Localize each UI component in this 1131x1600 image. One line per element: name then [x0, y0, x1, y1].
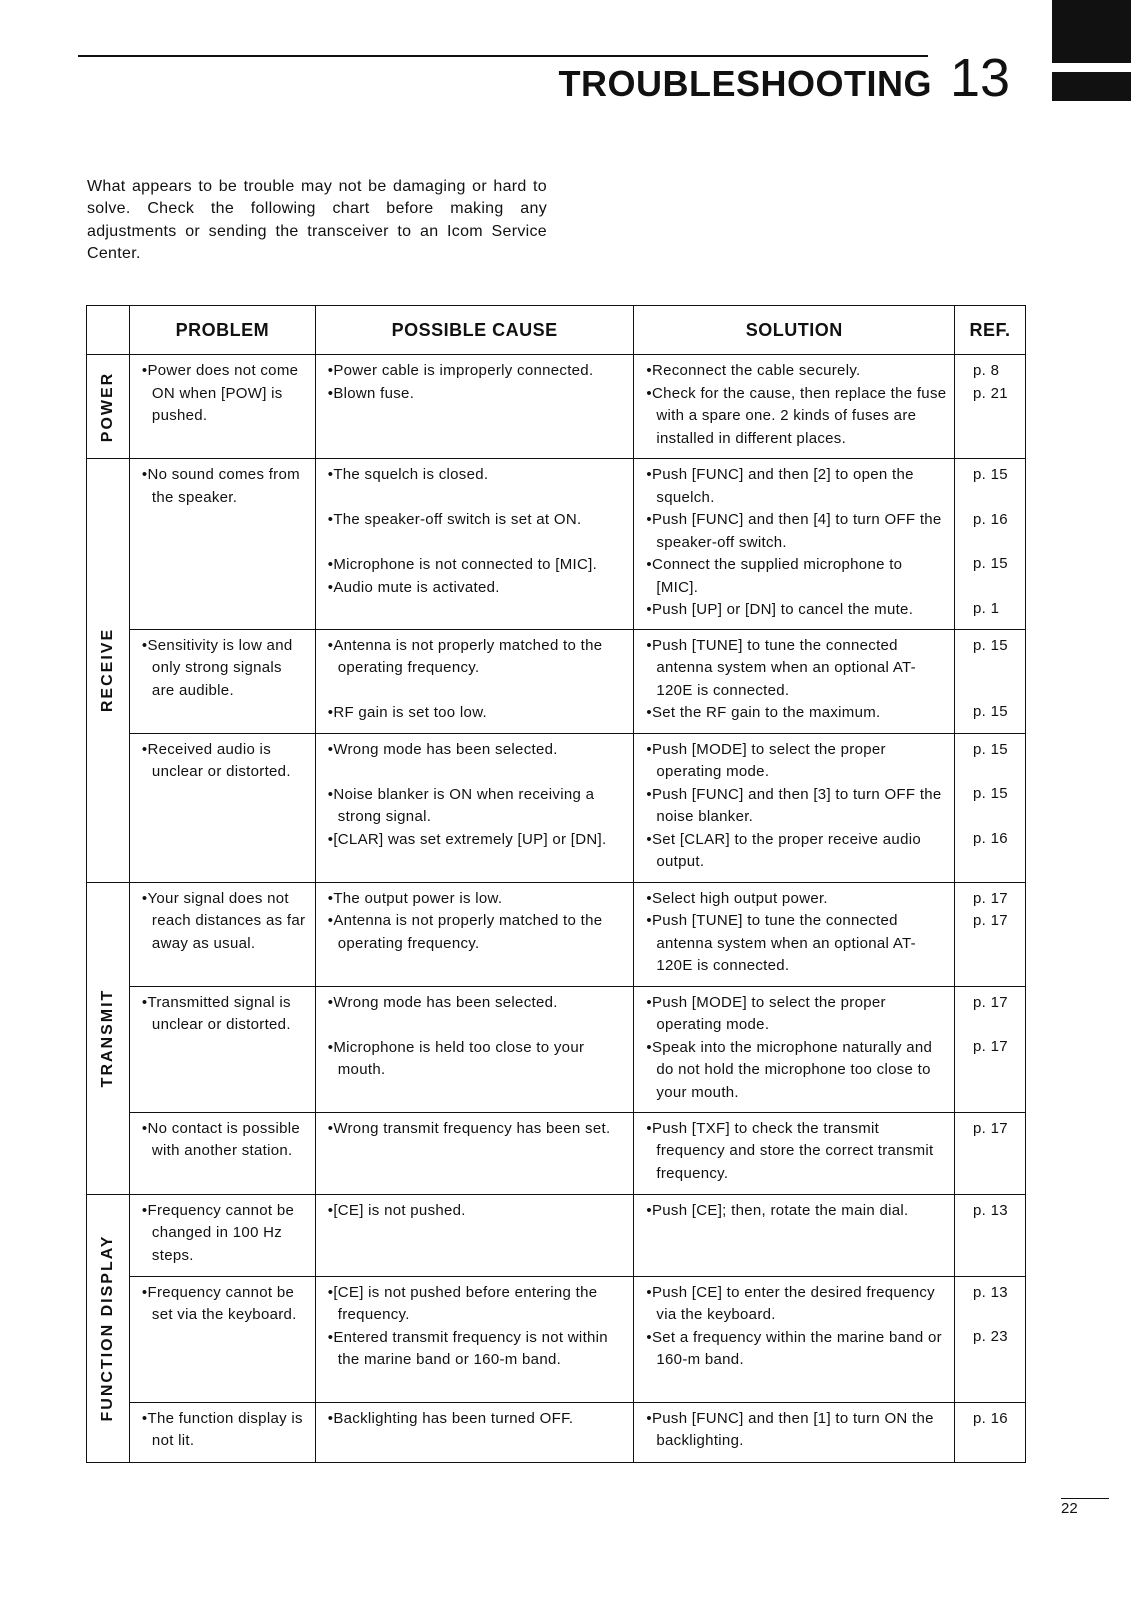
- problem-cell: [129, 1402, 315, 1462]
- ref-cell: [955, 986, 1026, 1112]
- solution-item: • Push [TUNE] to tune the connected antenna system when an optional AT-120E is connected.: [646, 910, 948, 978]
- table-row: [87, 733, 1026, 882]
- header-ref: REF.: [955, 306, 1026, 355]
- solution-item: • Push [CE]; then, rotate the main dial.: [646, 1200, 948, 1223]
- ref-page: p. 17: [973, 993, 1008, 1011]
- category-receive: [87, 459, 130, 883]
- cause-item: • [CLAR] was set extremely [UP] or [DN].: [328, 829, 628, 852]
- solution-item: • Push [FUNC] and then [4] to turn OFF the speaker-off switch.: [646, 509, 948, 554]
- ref-page: p. 16: [973, 510, 1008, 528]
- ref-page: p. 15: [973, 785, 1008, 802]
- header-possible-cause: POSSIBLE CAUSE: [315, 306, 634, 355]
- ref-page: p. 17: [973, 1119, 1008, 1137]
- problem-text: • Your signal does not reach distances as far away as usual.: [142, 888, 309, 956]
- ref-cell: [955, 733, 1026, 882]
- cause-cell: [315, 882, 634, 986]
- table-header-row: [87, 306, 1026, 355]
- ref-page: p. 17: [973, 912, 1008, 929]
- ref-cell: [955, 459, 1026, 630]
- ref-page: p. 21: [973, 384, 1008, 402]
- cause-cell: [315, 1112, 634, 1194]
- solution-cell: [634, 1276, 955, 1402]
- intro-paragraph: What appears to be trouble may not be damaging or hard to solve. Check the following chart before making any adjustments or sending the transceiver to an Icom Service Center.: [87, 178, 547, 262]
- cause-item: • [CE] is not pushed.: [328, 1200, 628, 1223]
- ref-page: p. 17: [973, 1038, 1008, 1055]
- ref-page: p. 23: [973, 1328, 1008, 1345]
- solution-item: • Push [FUNC] and then [2] to open the squelch.: [646, 464, 948, 509]
- solution-item: • Push [FUNC] and then [3] to turn OFF the noise blanker.: [646, 784, 948, 829]
- ref-page: p. 17: [973, 889, 1008, 907]
- page-number: 22: [1061, 1500, 1078, 1517]
- ref-page: p. 15: [973, 636, 1008, 654]
- solution-item: • Push [CE] to enter the desired frequency via the keyboard.: [646, 1282, 948, 1327]
- header-problem: PROBLEM: [129, 306, 315, 355]
- solution-cell: [634, 986, 955, 1112]
- solution-cell: [634, 733, 955, 882]
- cause-item: • Microphone is held too close to your mouth.: [328, 1037, 628, 1082]
- cause-item: • RF gain is set too low.: [328, 702, 628, 725]
- solution-item: • Select high output power.: [646, 888, 948, 911]
- chapter-number: 13: [950, 48, 1011, 108]
- problem-text: • Sensitivity is low and only strong signals are audible.: [142, 635, 309, 703]
- cause-cell: [315, 355, 634, 459]
- solution-item: • Push [FUNC] and then [1] to turn ON the backlighting.: [646, 1408, 948, 1453]
- cause-cell: [315, 629, 634, 733]
- ref-cell: [955, 1402, 1026, 1462]
- solution-item: • Push [TUNE] to tune the connected antenna system when an optional AT-120E is connected.: [646, 635, 948, 703]
- problem-cell: [129, 459, 315, 630]
- ref-page: p. 13: [973, 1283, 1008, 1301]
- cause-item: • Power cable is improperly connected.: [328, 360, 628, 383]
- cause-item: • Noise blanker is ON when receiving a strong signal.: [328, 784, 628, 829]
- problem-text: • No sound comes from the speaker.: [142, 464, 309, 509]
- ref-page: p. 1: [973, 599, 1000, 617]
- ref-page: p. 15: [973, 466, 1008, 483]
- table-row: [87, 1276, 1026, 1402]
- table-row: [87, 459, 1026, 630]
- solution-item: • Reconnect the cable securely.: [646, 360, 948, 383]
- solution-item: • Push [TXF] to check the transmit frequency and store the correct transmit frequency.: [646, 1118, 948, 1186]
- cause-item: • Audio mute is activated.: [328, 577, 628, 600]
- chapter-tab-marker-lower: [1052, 72, 1131, 101]
- category-transmit: [87, 882, 130, 1194]
- ref-cell: [955, 1276, 1026, 1402]
- category-label: FUNCTION DISPLAY: [98, 1234, 116, 1422]
- cause-cell: [315, 1194, 634, 1276]
- problem-cell: [129, 1194, 315, 1276]
- table-row: [87, 1402, 1026, 1462]
- category-function-display: [87, 1194, 130, 1462]
- category-label: RECEIVE: [98, 628, 116, 713]
- page-number-rule: [1061, 1498, 1109, 1499]
- problem-text: • No contact is possible with another station.: [142, 1118, 309, 1163]
- cause-item: • The speaker-off switch is set at ON.: [328, 509, 628, 554]
- problem-text: • Frequency cannot be changed in 100 Hz steps.: [142, 1200, 309, 1268]
- solution-item: • Push [MODE] to select the proper operating mode.: [646, 992, 948, 1037]
- problem-text: • Frequency cannot be set via the keyboard.: [142, 1282, 309, 1327]
- category-label: POWER: [98, 371, 116, 442]
- cause-item: • [CE] is not pushed before entering the frequency.: [328, 1282, 628, 1327]
- cause-item: • Wrong mode has been selected.: [328, 739, 628, 784]
- ref-cell: [955, 1112, 1026, 1194]
- cause-cell: [315, 1402, 634, 1462]
- ref-page: p. 15: [973, 740, 1008, 758]
- ref-page: p. 16: [973, 1409, 1008, 1427]
- cause-item: • Antenna is not properly matched to the operating frequency.: [328, 910, 628, 955]
- header-corner: [87, 306, 130, 355]
- solution-cell: [634, 355, 955, 459]
- solution-item: • Set the RF gain to the maximum.: [646, 702, 948, 725]
- ref-cell: [955, 355, 1026, 459]
- cause-item: • Entered transmit frequency is not within the marine band or 160-m band.: [328, 1327, 628, 1372]
- problem-cell: [129, 882, 315, 986]
- problem-text: • Power does not come ON when [POW] is pushed.: [142, 360, 309, 428]
- solution-cell: [634, 629, 955, 733]
- problem-text: • Received audio is unclear or distorted.: [142, 739, 309, 784]
- problem-text: • Transmitted signal is unclear or distorted.: [142, 992, 309, 1037]
- problem-text: • The function display is not lit.: [142, 1408, 309, 1453]
- problem-cell: [129, 355, 315, 459]
- cause-item: • Wrong mode has been selected.: [328, 992, 628, 1037]
- ref-page: p. 16: [973, 829, 1008, 847]
- solution-cell: [634, 1194, 955, 1276]
- problem-cell: [129, 629, 315, 733]
- problem-cell: [129, 733, 315, 882]
- solution-item: • Set a frequency within the marine band or 160-m band.: [646, 1327, 948, 1372]
- chapter-title: TROUBLESHOOTING: [558, 63, 932, 104]
- header-rule: [78, 55, 928, 57]
- troubleshooting-table: [86, 305, 1026, 1463]
- table-row: [87, 355, 1026, 459]
- solution-item: • Check for the cause, then replace the fuse with a spare one. 2 kinds of fuses are installed in different places.: [646, 383, 948, 451]
- cause-item: • Wrong transmit frequency has been set.: [328, 1118, 628, 1141]
- cause-item: • Microphone is not connected to [MIC].: [328, 554, 628, 577]
- table-row: [87, 1194, 1026, 1276]
- solution-item: • Set [CLAR] to the proper receive audio output.: [646, 829, 948, 874]
- table-row: [87, 629, 1026, 733]
- ref-cell: [955, 882, 1026, 986]
- ref-cell: [955, 629, 1026, 733]
- table-row: [87, 1112, 1026, 1194]
- cause-item: • The output power is low.: [328, 888, 628, 911]
- chapter-tab-marker: [1052, 0, 1131, 63]
- problem-cell: [129, 1276, 315, 1402]
- ref-page: p. 15: [973, 555, 1008, 572]
- solution-cell: [634, 882, 955, 986]
- solution-item: • Push [MODE] to select the proper operating mode.: [646, 739, 948, 784]
- problem-cell: [129, 1112, 315, 1194]
- solution-cell: [634, 1112, 955, 1194]
- problem-cell: [129, 986, 315, 1112]
- solution-item: • Push [UP] or [DN] to cancel the mute.: [646, 599, 948, 622]
- ref-page: p. 8: [973, 362, 1000, 379]
- cause-cell: [315, 1276, 634, 1402]
- cause-item: • Backlighting has been turned OFF.: [328, 1408, 628, 1431]
- ref-page: p. 13: [973, 1201, 1008, 1219]
- cause-item: • The squelch is closed.: [328, 464, 628, 509]
- table-row: [87, 986, 1026, 1112]
- cause-item: • Blown fuse.: [328, 383, 628, 406]
- cause-item: • Antenna is not properly matched to the operating frequency.: [328, 635, 628, 702]
- category-label: TRANSMIT: [98, 988, 116, 1088]
- ref-cell: [955, 1194, 1026, 1276]
- category-power: [87, 355, 130, 459]
- solution-cell: [634, 1402, 955, 1462]
- solution-item: • Connect the supplied microphone to [MIC].: [646, 554, 948, 599]
- cause-cell: [315, 986, 634, 1112]
- cause-cell: [315, 459, 634, 630]
- solution-item: • Speak into the microphone naturally and do not hold the microphone too close to your mouth.: [646, 1037, 948, 1105]
- header-solution: SOLUTION: [634, 306, 955, 355]
- table-row: [87, 882, 1026, 986]
- ref-page: p. 15: [973, 703, 1008, 720]
- cause-cell: [315, 733, 634, 882]
- solution-cell: [634, 459, 955, 630]
